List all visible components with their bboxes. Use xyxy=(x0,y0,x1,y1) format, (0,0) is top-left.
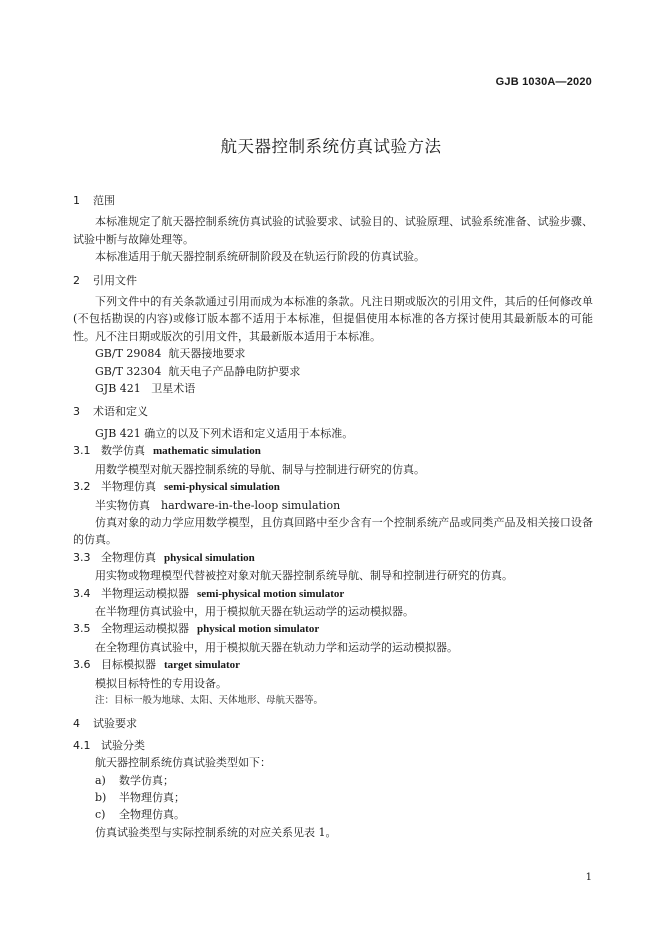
reference-name: 航天器接地要求 xyxy=(168,347,246,361)
term-definition: 仿真对象的动力学应用数学模型，且仿真回路中至少含有一个控制系统产品或同类产品及相关接口设备的仿真。 xyxy=(73,515,593,547)
paragraph: GJB 421 确立的以及下列术语和定义适用于本标准。 xyxy=(95,426,354,440)
section-number: 3 xyxy=(73,405,80,419)
list-label: b) xyxy=(95,791,107,804)
term-heading xyxy=(73,442,593,460)
term-definition: 用数学模型对航天器控制系统的导航、制导与控制进行研究的仿真。 xyxy=(95,462,425,476)
term-number: 3.1 xyxy=(73,444,91,458)
term-definition: 在半物理仿真试验中，用于模拟航天器在轨运动学的运动模拟器。 xyxy=(95,604,414,618)
term-en: mathematic simulation xyxy=(153,445,261,458)
term-heading xyxy=(73,620,593,638)
section-number: 4 xyxy=(73,717,80,731)
paragraph: 本标准规定了航天器控制系统仿真试验的试验要求、试验目的、试验原理、试验系统准备、试验步骤、试验中断与故障处理等。 xyxy=(73,215,593,246)
note: 注：目标一般为地球、太阳、天体地形、母航天器等。 xyxy=(95,694,324,706)
term-en: physical simulation xyxy=(164,551,255,564)
term-definition: 在全物理仿真试验中，用于模拟航天器在轨动力学和运动学的运动模拟器。 xyxy=(95,640,458,654)
subsection-number: 4.1 xyxy=(73,738,91,752)
section-title: 试验要求 xyxy=(93,717,137,731)
reference-name: 航天电子产品静电防护要求 xyxy=(168,364,301,378)
term-cn: 目标模拟器 xyxy=(101,658,156,672)
paragraph: 下列文件中的有关条款通过引用而成为本标准的条款。凡注日期或版次的引用文件，其后的任何修改单(不包括勘误的内容)或修订版本都不适用于本标准，但提倡使用本标准的各方探讨使用其最新版本的可能性。凡不注日期或版次的引用文件，其最新版本适用于本标准。 xyxy=(73,295,593,343)
reference-item xyxy=(73,380,593,397)
list-text: 数学仿真； xyxy=(119,773,174,787)
paragraph: 航天器控制系统仿真试验类型如下： xyxy=(95,756,271,770)
term-en: semi-physical simulation xyxy=(164,481,280,494)
subsection-heading xyxy=(73,737,593,754)
term-number: 3.2 xyxy=(73,480,91,494)
term-number: 3.3 xyxy=(73,550,91,564)
subsection-title: 试验分类 xyxy=(101,738,145,752)
term-heading xyxy=(73,478,593,496)
reference-code: GB/T 32304 xyxy=(95,364,162,378)
term-cn: 半物理仿真 xyxy=(101,480,156,494)
term-en: physical motion simulator xyxy=(197,623,320,636)
section-1-heading xyxy=(73,192,593,209)
paragraph: 本标准适用于航天器控制系统研制阶段及在轨运行阶段的仿真试验。 xyxy=(95,250,425,264)
term-heading xyxy=(73,656,593,674)
term-heading xyxy=(73,585,593,603)
section-4-heading xyxy=(73,715,593,732)
list-label: a) xyxy=(95,773,106,787)
document-body xyxy=(73,186,593,841)
term-definition: 用实物或物理模型代替被控对象对航天器控制系统导航、制导和控制进行研究的仿真。 xyxy=(95,569,513,583)
term-definition: 模拟目标特性的专用设备。 xyxy=(95,676,227,690)
term-cn: 全物理仿真 xyxy=(101,550,156,564)
section-title: 术语和定义 xyxy=(93,405,148,419)
section-title: 引用文件 xyxy=(93,273,137,287)
term-number: 3.4 xyxy=(73,586,91,600)
section-3-heading xyxy=(73,403,593,420)
section-title: 范围 xyxy=(93,194,115,207)
list-item xyxy=(73,806,593,823)
list-item xyxy=(73,789,593,806)
term-heading xyxy=(73,549,593,567)
term-number: 3.6 xyxy=(73,658,91,672)
reference-name: 卫星术语 xyxy=(151,382,196,396)
paragraph: 仿真试验类型与实际控制系统的对应关系见表 1。 xyxy=(95,825,337,839)
standard-code: GJB 1030A—2020 xyxy=(495,76,592,88)
list-text: 全物理仿真。 xyxy=(119,808,185,822)
reference-item xyxy=(73,345,593,362)
term-number: 3.5 xyxy=(73,622,91,636)
reference-code: GB/T 29084 xyxy=(95,347,162,361)
section-number: 2 xyxy=(73,273,80,287)
term-synonym: 半实物仿真 hardware-in-the-loop simulation xyxy=(95,498,341,512)
document-title: 航天器控制系统仿真试验方法 xyxy=(220,137,442,156)
section-2-heading xyxy=(73,272,593,289)
term-cn: 全物理运动模拟器 xyxy=(101,622,189,636)
list-text: 半物理仿真； xyxy=(119,791,185,804)
list-item xyxy=(73,772,593,789)
term-en: semi-physical motion simulator xyxy=(197,587,345,600)
term-cn: 数学仿真 xyxy=(101,444,145,458)
reference-code: GJB 421 xyxy=(95,382,141,396)
reference-item xyxy=(73,363,593,380)
term-en: target simulator xyxy=(164,659,241,672)
list-label: c) xyxy=(95,808,106,822)
section-number: 1 xyxy=(73,194,80,207)
term-cn: 半物理运动模拟器 xyxy=(101,586,189,600)
page-number: 1 xyxy=(585,872,592,883)
